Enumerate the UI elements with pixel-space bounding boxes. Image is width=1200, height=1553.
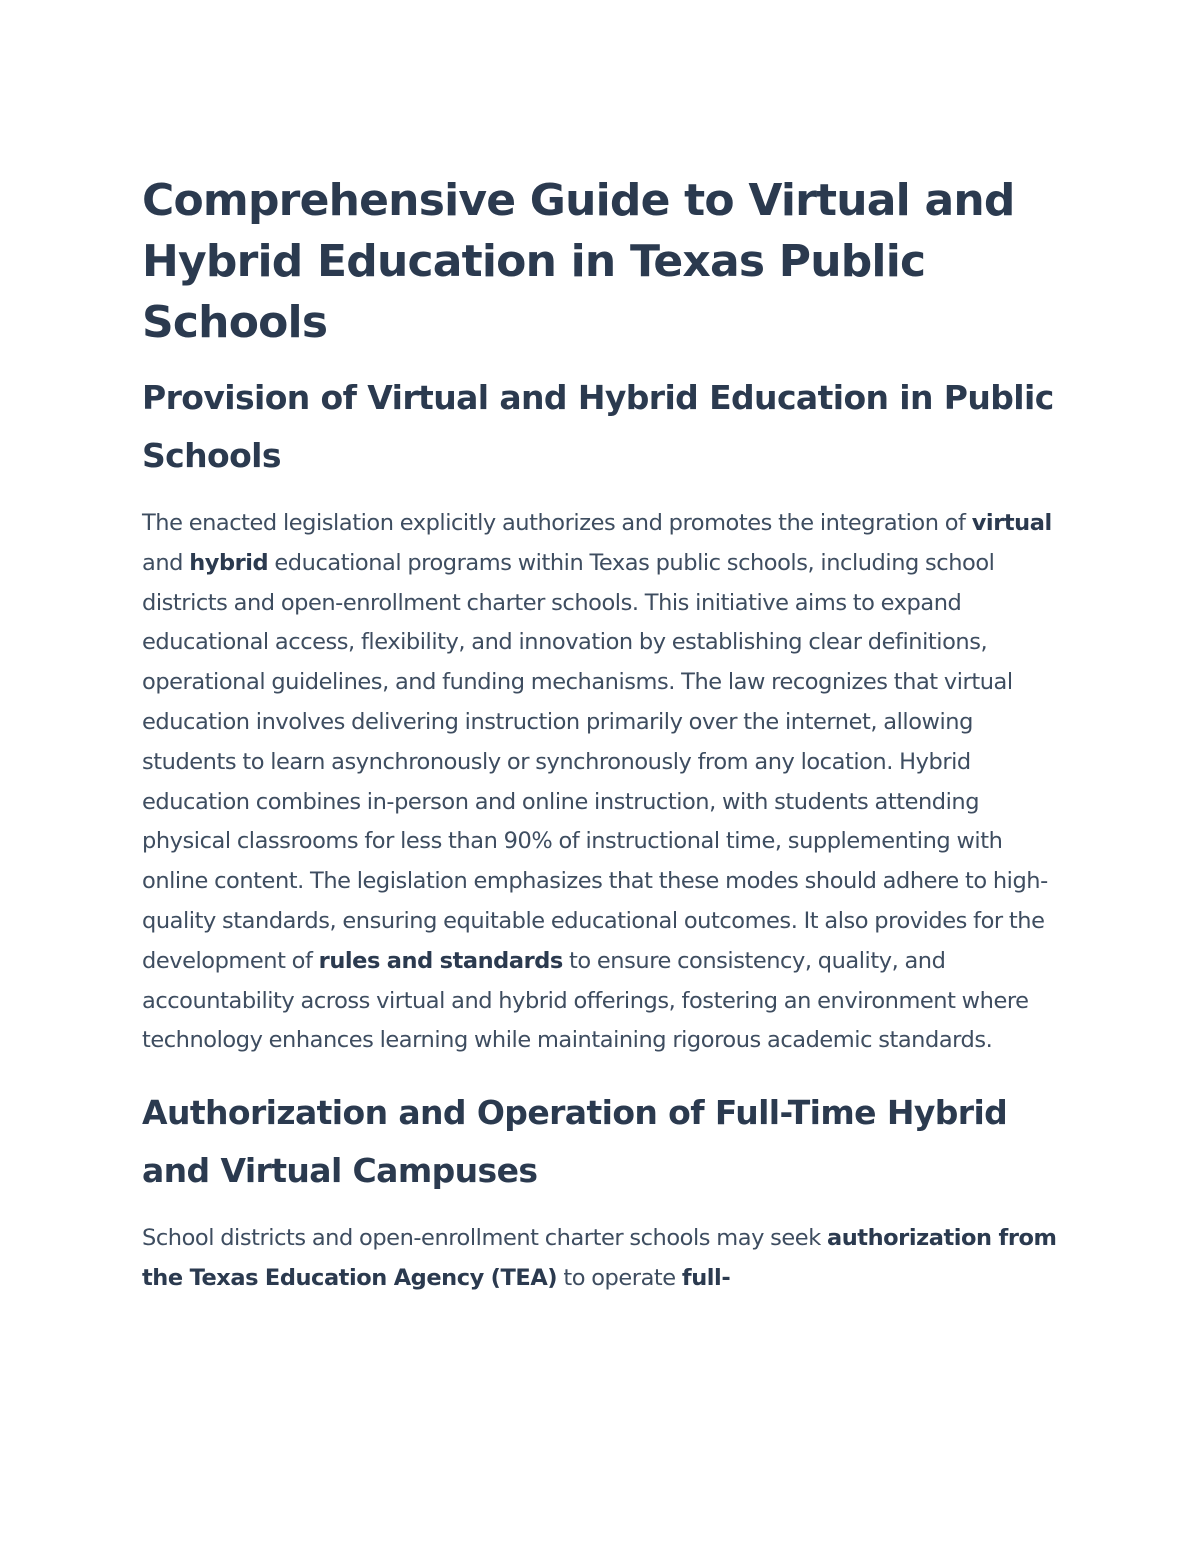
paragraph-text: educational programs within Texas public schools, including school districts and open-enrollment charter schools. This initiative aims to expand educational access, flexibility, and innovation by establishing clear definitions, operational guidelines, and funding mechanisms. The law recognizes that virtual education involves delivering instruction primarily over the internet, allowing students to learn asynchronously or synchronously from any location. Hybrid education combines in-person and online instruction, with students attending physical classrooms for less than 90% of instructional time, supplementing with online content. The legislation emphasizes that these modes should adhere to high-quality standards, ensuring equitable educational outcomes. It also provides for the development of [142,549,1048,974]
section-paragraph-provision [142,504,1062,1061]
paragraph-text: and [142,549,190,576]
paragraph-text: to operate [557,1264,682,1291]
bold-text-full: full- [681,1264,731,1291]
paragraph-text: The enacted legislation explicitly authorizes and promotes the integration of [142,510,972,536]
document-title: Comprehensive Guide to Virtual and Hybrid Education in Texas Public Schools [142,175,1015,348]
bold-text-hybrid: hybrid [189,549,269,576]
bold-text-virtual: virtual [971,510,1052,536]
section-heading-provision: Provision of Virtual and Hybrid Education in Public Schools [142,378,1054,475]
section-heading-authorization: Authorization and Operation of Full-Time Hybrid and Virtual Campuses [142,1093,1008,1191]
bold-text-tea-authorization: authorization from the Texas Education Agency (TEA) [142,1225,1057,1291]
document-page [142,170,1062,1299]
paragraph-text: School districts and open-enrollment charter schools may seek [142,1225,827,1252]
paragraph-text: to ensure consistency, quality, and accountability across virtual and hybrid offerings, fostering an environment where technology enhances learning while maintaining rigorous academic standards. [142,947,1029,1054]
section-paragraph-authorization [142,1219,1062,1299]
bold-text-rules-and-standards: rules and standards [318,947,563,974]
